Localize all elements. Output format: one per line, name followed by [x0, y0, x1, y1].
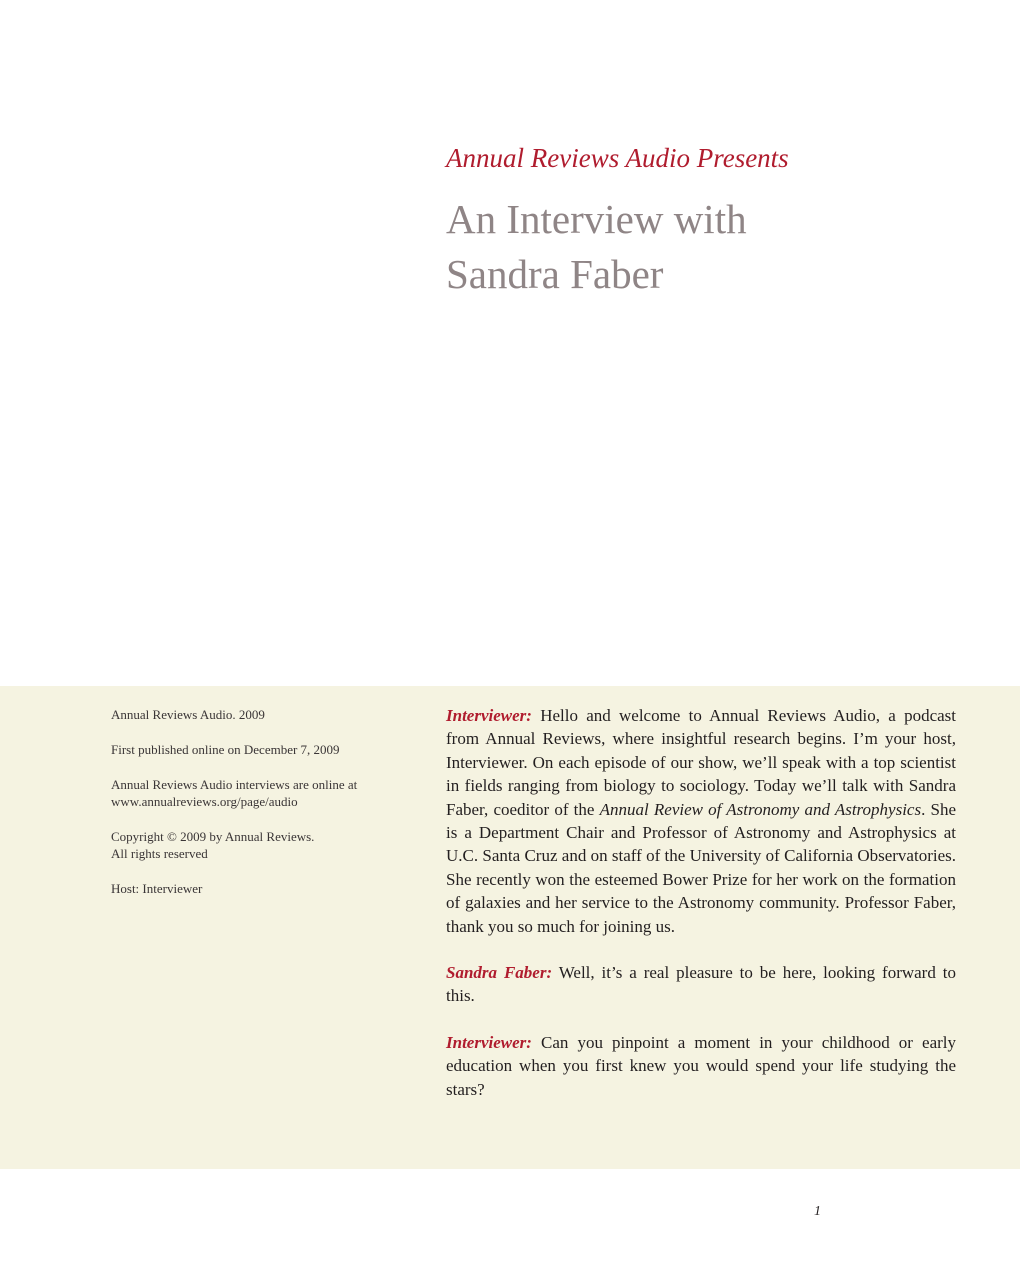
host-credit-text: Host: Interviewer: [111, 881, 203, 896]
paragraph-text: Well, it’s a real pleasure to be here, looking forward to this.: [446, 963, 956, 1006]
copyright-notice: [111, 828, 411, 862]
online-availability: [111, 776, 411, 810]
document-header: [446, 140, 986, 302]
transcript-paragraph-2: [446, 961, 956, 1008]
interview-transcript: [446, 704, 956, 1124]
copyright-text: Copyright © 2009 by Annual Reviews.: [111, 829, 315, 844]
transcript-paragraph-1: [446, 704, 956, 938]
transcript-paragraph-3: [446, 1031, 956, 1101]
paragraph-text: . She is a Department Chair and Professor of Astronomy and Astrophysics at U.C. Santa Cruz and on staff of the University of California Observatories. She recently won the esteemed Bower Prize for her work on the formation of galaxies and her service to the Astronomy community. Professor Faber, thank you so much for joining us.: [446, 799, 957, 936]
paragraph-text: Hello and welcome to Annual Reviews Audio, a podcast from Annual Reviews, where insightful research begins. I’m your host, Interviewer. On each episode of our show, we’ll speak with a top scientist in fields ranging from biology to sociology. Today we’ll talk with Sandra Faber, coeditor of the: [446, 706, 956, 819]
rights-reserved-text: All rights reserved: [111, 846, 208, 861]
publication-year: [111, 706, 411, 723]
speaker-label: Sandra Faber:: [446, 963, 553, 983]
publication-year-text: Annual Reviews Audio. 2009: [111, 707, 265, 722]
online-availability-text: Annual Reviews Audio interviews are online at: [111, 777, 358, 792]
speaker-label: Interviewer:: [446, 1032, 532, 1052]
paragraph-text: Can you pinpoint a moment in your childhood or early education when you first knew you would spend your life studying the stars?: [446, 1032, 957, 1099]
publication-info-sidebar: [111, 706, 411, 915]
speaker-label: Interviewer:: [446, 706, 532, 725]
audio-url: www.annualreviews.org/page/audio: [111, 794, 298, 809]
series-label: Annual Reviews Audio Presents: [446, 143, 789, 173]
title-line-1: An Interview with: [446, 196, 747, 242]
title-line-2: Sandra Faber: [446, 251, 664, 297]
journal-title: Annual Review of Astronomy and Astrophysics: [599, 799, 922, 819]
publication-date: [111, 741, 411, 758]
page-number: 1: [814, 1204, 821, 1219]
page-title: [446, 192, 986, 302]
publication-date-text: First published online on December 7, 2009: [111, 742, 340, 757]
host-credit: [111, 880, 411, 897]
